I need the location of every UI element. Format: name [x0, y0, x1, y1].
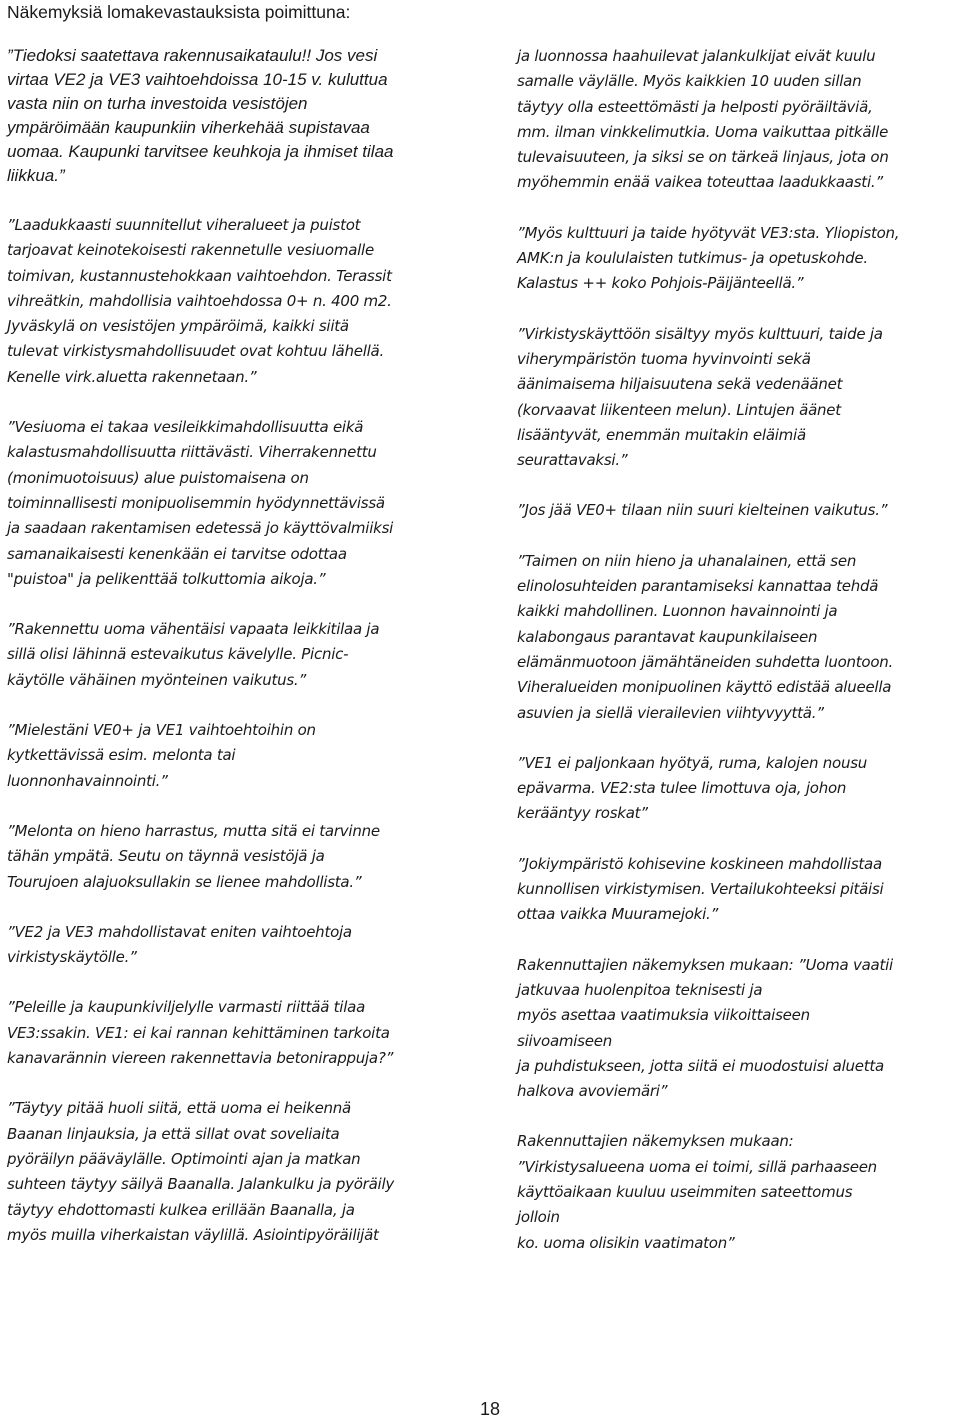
- quote-paragraph: ja luonnossa haahuilevat jalankulkijat eivät kuulu samalle väylälle. Myös kaikkien 10 uuden sillan täytyy olla esteettömästi ja helposti pyöräiltäviä, mm. ilman vinkkelimutkia. Uoma vaikuttaa pitkälle tulevaisuuteen, ja siksi se on tärkeä linjaus, jota on myöhemmin enää vaikea toteuttaa laadukkaasti.”: [517, 47, 889, 192]
- paragraph-gap: [517, 524, 957, 549]
- quote-paragraph: Rakennuttajien näkemyksen mukaan: ”Virkistysalueena uoma ei toimi, sillä parhaaseen käyttöaikaan kuuluu useimmiten sateettomus jolloin ko. uoma olisikin vaatimaton”: [517, 1132, 877, 1252]
- paragraph-gap: [7, 895, 457, 920]
- paragraph-gap: [517, 928, 957, 953]
- paragraph-gap: [517, 1104, 957, 1129]
- paragraph-gap: [7, 1071, 457, 1096]
- quote-paragraph: ”Taimen on niin hieno ja uhanalainen, että sen elinolosuhteiden parantamiseksi kannattaa tehdä kaikki mahdollinen. Luonnon havainnointi ja kalabongaus parantavat kaupunkilaiseen elämänmuotoon jämähtäneiden suhdetta luontoon. Viheralueiden monipuolinen käyttö edistää alueella asuvien ja siellä vierailevien viihtyvyyttä.”: [517, 551, 894, 722]
- quote-paragraph: ”Laadukkaasti suunnitellut viheralueet ja puistot tarjoavat keinotekoisesti rakennetulle vesiuomalle toimivan, kustannustehokkaan vaihtoehdon. Terassit vihreätkin, mahdollisia vaihtoehdossa 0+ n. 400 m2. Jyväskylä on vesistöjen ympäröimä, kaikki siitä tulevat virkistysmahdollisuudet ovat kohtuu lähellä. Kenelle virk.aluetta rakennetaan.”: [7, 216, 392, 386]
- quote-paragraph: ”Vesiuoma ei takaa vesileikkimahdollisuutta eikä kalastusmahdollisuutta riittävästi. Viherrakennettu (monimuotoisuus) alue puistomaisena on toiminnallisesti monipuolisemmin hyödynnettävissä ja saadaan rakentamisen edetessä jo käyttövalmiiksi samanaikaisesti kenenkään ei tarvitse odottaa "puistoa" ja pelikenttää tolkuttomia aikoja.”: [7, 418, 394, 588]
- left-column: [7, 44, 457, 1248]
- right-column: [517, 44, 957, 1256]
- paragraph-gap: [7, 188, 457, 213]
- quote-paragraph: ”Tiedoksi saatettava rakennusaikataulu!! Jos vesi virtaa VE2 ja VE3 vaihtoehdoissa 10-15 v. kuluttua vasta niin on turha investoida vesistöjen ympäröimään kaupunkiin viherkehää supistavaa uomaa. Kaupunki tarvitsee keuhkoja ja ihmiset tilaa liikkua.”: [7, 46, 394, 185]
- paragraph-gap: [7, 390, 457, 415]
- page-heading: Näkemyksiä lomakevastauksista poimittuna:: [7, 2, 351, 22]
- quote-paragraph: ”Jokiympäristö kohisevine koskineen mahdollistaa kunnollisen virkistymisen. Vertailukohteeksi pitäisi ottaa vaikka Muuramejoki.”: [517, 854, 884, 924]
- quote-paragraph: ”Virkistyskäyttöön sisältyy myös kulttuuri, taide ja viherympäristön tuoma hyvinvointi sekä äänimaisema hiljaisuutena sekä vedenäänet (korvaavat liikenteen melun). Lintujen äänet lisääntyvät, enemmän muitakin eläimiä seurattavaksi.”: [517, 324, 883, 470]
- paragraph-gap: [517, 297, 957, 322]
- paragraph-gap: [517, 473, 957, 498]
- paragraph-gap: [7, 592, 457, 617]
- quote-paragraph: ”Melonta on hieno harrastus, mutta sitä ei tarvinne tähän ympätä. Seutu on täynnä vesistöjä ja Tourujoen alajuoksullakin se lienee mahdollista.”: [7, 821, 380, 891]
- paragraph-gap: [517, 726, 957, 751]
- quote-paragraph: Rakennuttajien näkemyksen mukaan: ”Uoma vaatii jatkuvaa huolenpitoa teknisesti ja myös asettaa vaatimuksia viikoittaiseen siivoamiseen ja puhdistukseen, jotta siitä ei muodostuisi aluetta halkova avoviemäri”: [517, 955, 893, 1101]
- quote-paragraph: ”Rakennettu uoma vähentäisi vapaata leikkitilaa ja sillä olisi lähinnä estevaikutus kävelylle. Picnic- käytölle vähäinen myönteinen vaikutus.”: [7, 620, 380, 689]
- paragraph-gap: [7, 970, 457, 995]
- paragraph-gap: [517, 827, 957, 852]
- quote-paragraph: ”Jos jää VE0+ tilaan niin suuri kielteinen vaikutus.”: [517, 501, 888, 520]
- paragraph-gap: [7, 794, 457, 819]
- quote-paragraph: ”Peleille ja kaupunkiviljelylle varmasti riittää tilaa VE3:ssakin. VE1: ei kai rannan kehittäminen tarkoita kanavarännin viereen rakennettavia betonirappuja?”: [7, 998, 394, 1068]
- quote-paragraph: ”Täytyy pitää huoli siitä, että uoma ei heikennä Baanan linjauksia, ja että sillat ovat soveliaita pyöräilyn pääväylälle. Optimointi ajan ja matkan suhteen täytyy säilyä Baanalla. Jalankulku ja pyöräily täytyy ehdottomasti kulkea erillään Baanalla, ja myös muilla viherkaistan väylillä. Asiointipyöräilijät: [7, 1099, 394, 1244]
- quote-paragraph: ”VE1 ei paljonkaan hyötyä, ruma, kalojen nousu epävarma. VE2:sta tulee limottuva oja, johon kerääntyy roskat”: [517, 753, 868, 823]
- paragraph-gap: [7, 693, 457, 718]
- page-number: 18: [479, 1399, 501, 1419]
- paragraph-gap: [517, 196, 957, 221]
- quote-paragraph: ”Mielestäni VE0+ ja VE1 vaihtoehtoihin on kytkettävissä esim. melonta tai luonnonhavainnointi.”: [7, 721, 316, 790]
- quote-paragraph: ”VE2 ja VE3 mahdollistavat eniten vaihtoehtoja virkistyskäytölle.”: [7, 922, 352, 967]
- quote-paragraph: ”Myös kulttuuri ja taide hyötyvät VE3:sta. Yliopiston, AMK:n ja koululaisten tutkimus- ja opetuskohde. Kalastus ++ koko Pohjois-Päijänteellä.”: [517, 223, 900, 293]
